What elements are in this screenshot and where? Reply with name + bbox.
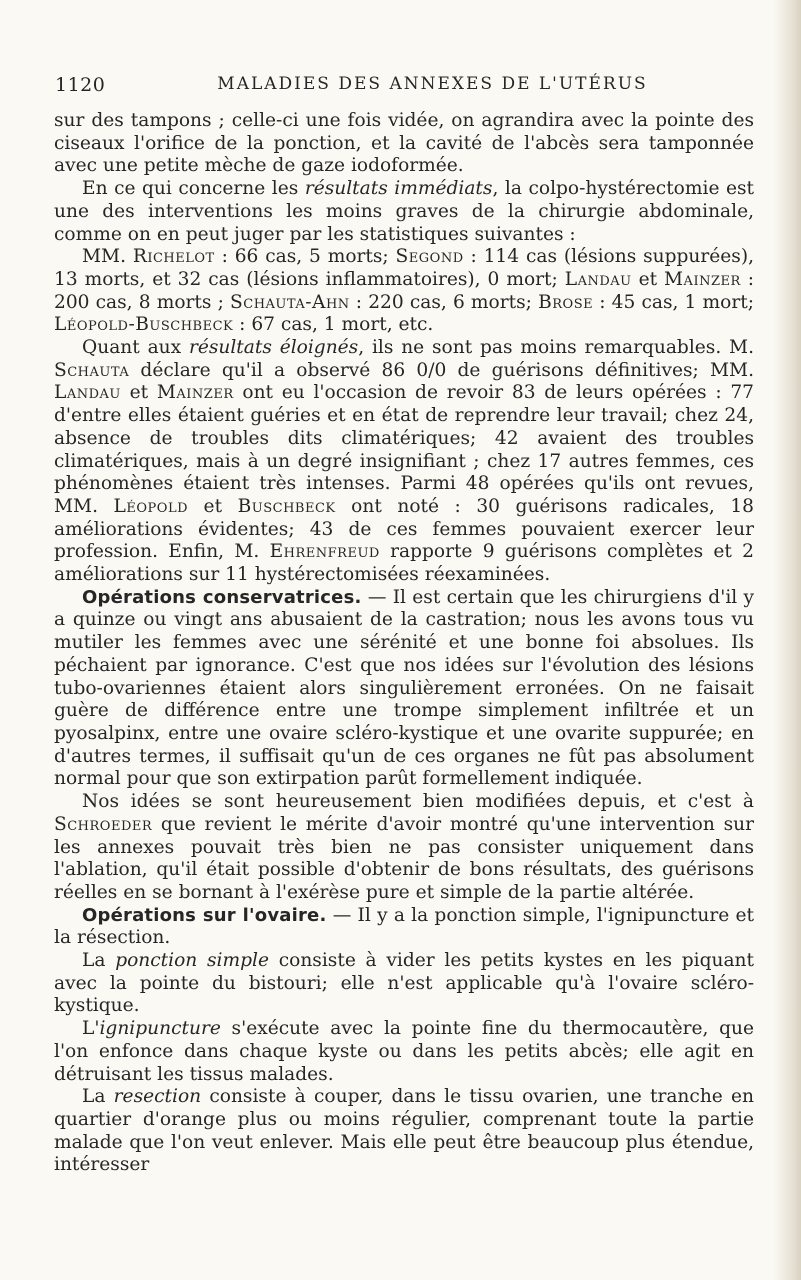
author-name: Schauta-Ahn [230,291,350,313]
paragraph [54,246,754,337]
author-name: Segond [395,246,464,268]
text-run: La [82,950,116,972]
text-run: : 66 cas, 5 morts; [214,246,396,268]
page-number: 1120 [55,74,106,96]
text-run: que revient le mérite d'avoir montré qu'une intervention sur les annexes pouvait très bien ne pas consister uniquement dans l'ablation, qu'il était possible d'obtenir de bons résultats, des guérisons réelles en se bornant à l'exérèse pure et simple de la partie altérée. [54,813,754,903]
paragraph [54,791,754,905]
page-edge-shadow [773,0,801,1280]
text-run: : 200 cas, 8 morts ; [54,268,754,313]
text-run: : 45 cas, 1 mort; [593,291,754,313]
text-run: s'exécute avec la pointe fine du thermocautère, que l'on enfonce dans chaque kyste ou dans les petits abcès; elle agit en détruisant les tissus malades. [54,1018,754,1085]
text-run: ont eu l'occasion de revoir 83 de leurs opérées : 77 d'entre elles étaient guéries et en état de reprendre leur travail; chez 24, absence de troubles dits climatériques; 42 avaient des troubles climatériques, mais à un degré insignifiant ; chez 17 autres femmes, ces phénomènes étaient très intenses. Parmi 48 opérées qu'ils ont revues, MM. [54,382,755,517]
italic-term: résultats éloignés [188,337,359,359]
text-run: Nos idées se sont heureusement bien modifiées depuis, et c'est à [82,791,754,813]
paragraph [54,1086,754,1177]
text-run: et [120,382,157,404]
author-name: Ehrenfreud [269,541,380,563]
italic-term: ponction simple [115,950,269,972]
author-name: Richelot [132,246,215,268]
paragraph [54,1018,754,1086]
text-run: — Il est certain que les chirurgiens d'il y a quinze ou vingt ans abusaient de la castration; nous les avons tous vu mutiler les femmes avec une sérénité et une bonne foi absolues. Ils péchaient par ignorance. C'est que nos idées sur l'évolution des lésions tubo-ovariennes étaient alors singulièrement erronées. On ne faisait guère de différence entre une trompe simplement infiltrée et un pyosalpinx, entre une ovaire scléro-kystique et une ovarite suppurée; en d'autres termes, il suffisait qu'un de ces organes ne fût pas absolument normal pour que son extirpation parût formellement indiquée. [54,586,754,790]
body-text [54,110,754,1177]
text-run: — Il y a la ponction simple, l'ignipuncture et la résection. [54,904,754,949]
author-name: Schauta [54,359,130,381]
author-name: Landau [54,382,121,404]
running-title: MALADIES DES ANNEXES DE L'UTÉRUS [217,74,648,94]
text-run: L' [82,1018,100,1040]
author-name: Léopold [113,495,189,517]
text-run: Quant aux [82,337,189,359]
text-run: consiste à couper, dans le tissu ovarien, une tranche en quartier d'orange plus ou moins régulier, comprenant toute la partie malade que l'on veut enlever. Mais elle peut être beaucoup plus étendue, intéresser [54,1086,755,1176]
italic-term: ignipuncture [99,1018,221,1040]
author-name: Schroeder [54,813,153,835]
text-run: déclare qu'il a observé 86 0/0 de guérisons définitives; MM. [129,359,754,381]
paragraph [54,950,754,1018]
italic-term: resection [113,1086,202,1108]
text-run: MM. [82,246,133,268]
text-run: , la colpo-hystérectomie est une des interventions les moins graves de la chirurgie abdominale, comme on en peut juger par les statistiques suivantes : [54,178,754,245]
running-head [55,74,755,98]
text-run: sur des tampons ; celle-ci une fois vidée, on agrandira avec la pointe des ciseaux l'orifice de la ponction, et la cavité de l'abcès sera tamponnée avec une petite mèche de gaze iodoformée. [54,110,754,177]
text-run: En ce qui concerne les [82,178,305,200]
text-run: : 114 cas (lésions suppurées), 13 morts, et 32 cas (lésions inflammatoires), 0 mort; [54,246,754,290]
author-name: Mainzer [664,268,741,290]
text-run: et [188,495,238,517]
text-run: La [82,1086,114,1108]
text-run: , ils ne sont pas moins remarquables. M. [358,337,755,359]
section-heading: Opérations sur l'ovaire. [82,904,327,926]
paragraph [54,587,754,791]
paragraph [54,110,754,178]
section-heading: Opérations conservatrices. [82,586,362,608]
author-name: Buschbeck [237,495,336,517]
author-name: Mainzer [156,382,234,404]
text-run: rapporte 9 guérisons complètes et 2 améliorations sur 11 hystérectomisées réexaminées. [54,541,754,586]
author-name: Léopold-Buschbeck [54,314,234,336]
paragraph [54,905,754,950]
text-run: : 67 cas, 1 mort, etc. [233,314,434,336]
text-run: ont noté : 30 guérisons radicales, 18 améliorations évidentes; 43 de ces femmes pouvaient exercer leur profession. Enfin, M. [54,495,754,563]
author-name: Brose [538,291,594,313]
paragraph [54,337,754,587]
author-name: Landau [564,268,632,290]
paragraph [54,178,754,246]
italic-term: résultats immédiats [304,178,493,200]
text-run: : 220 cas, 6 morts; [349,291,539,313]
text-run: consiste à vider les petits kystes en les piquant avec la pointe du bistouri; elle n'est applicable qu'à l'ovaire scléro-kystique. [54,950,754,1017]
text-run: et [631,268,665,290]
